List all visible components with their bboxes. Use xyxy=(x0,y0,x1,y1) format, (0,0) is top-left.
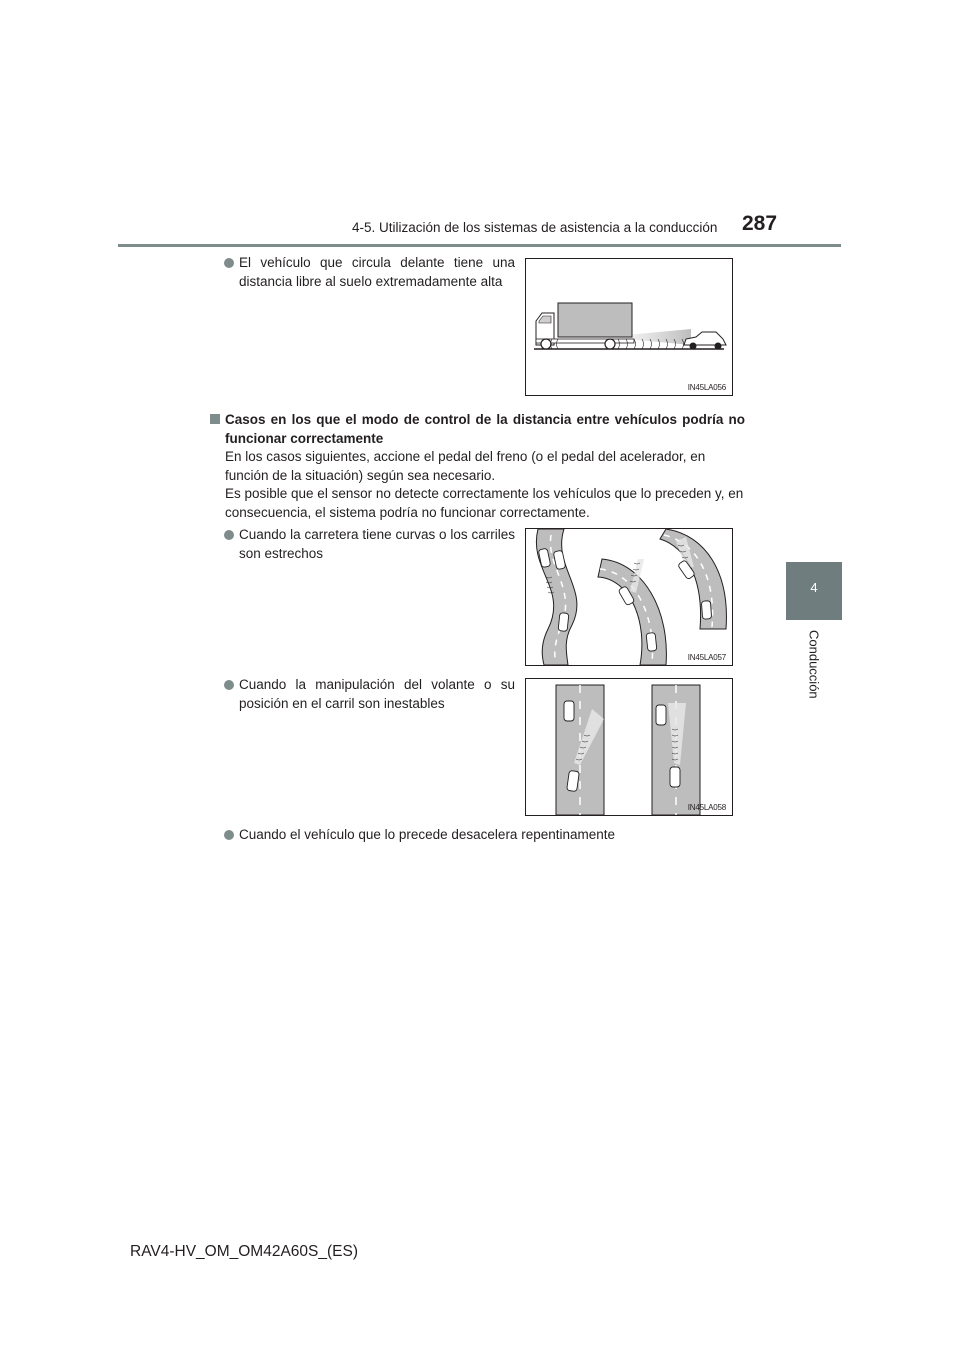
figure-curved-roads xyxy=(525,528,733,666)
bullet-icon xyxy=(224,258,234,268)
figure-unstable-steering xyxy=(525,678,733,816)
bullet-text: Cuando la manipulación del volante o su posición en el carril son inestables xyxy=(239,677,515,711)
chapter-label: Conducción xyxy=(806,630,822,699)
bullet-icon xyxy=(224,830,234,840)
truck-illustration xyxy=(526,259,732,395)
chapter-label-container xyxy=(786,630,842,730)
heading-text: Casos en los que el modo de control de la distancia entre vehículos podría no funcionar correctamente xyxy=(225,412,745,446)
figure-id: IN45LA058 xyxy=(687,803,726,812)
page-number: 287 xyxy=(742,212,778,235)
header-divider xyxy=(118,244,841,247)
chapter-number: 4 xyxy=(810,580,818,595)
bullet-icon xyxy=(224,530,234,540)
paragraph: En los casos siguientes, accione el pedal del freno (o el pedal del acelerador, en función de la situación) según sea necesario. xyxy=(225,449,706,483)
bullet-text: El vehículo que circula delante tiene una distancia libre al suelo extremadamente alta xyxy=(239,255,515,289)
heading-square-icon xyxy=(210,414,220,424)
manual-code: RAV4-HV_OM_OM42A60S_(ES) xyxy=(130,1243,358,1260)
curved-roads-illustration xyxy=(526,529,732,665)
straight-lanes-illustration xyxy=(526,679,732,815)
bullet-icon xyxy=(224,680,234,690)
figure-id: IN45LA056 xyxy=(687,383,726,392)
figure-id: IN45LA057 xyxy=(687,653,726,662)
figure-high-clearance xyxy=(525,258,733,396)
chapter-tab xyxy=(786,562,842,620)
bullet-text: Cuando la carretera tiene curvas o los carriles son estrechos xyxy=(239,527,515,561)
paragraph: Es posible que el sensor no detecte correctamente los vehículos que lo preceden y, en consecuencia, el sistema podría no funcionar correctamente. xyxy=(225,486,744,520)
section-title: 4-5. Utilización de los sistemas de asistencia a la conducción xyxy=(352,220,718,235)
bullet-text: Cuando el vehículo que lo precede desacelera repentinamente xyxy=(239,827,616,842)
